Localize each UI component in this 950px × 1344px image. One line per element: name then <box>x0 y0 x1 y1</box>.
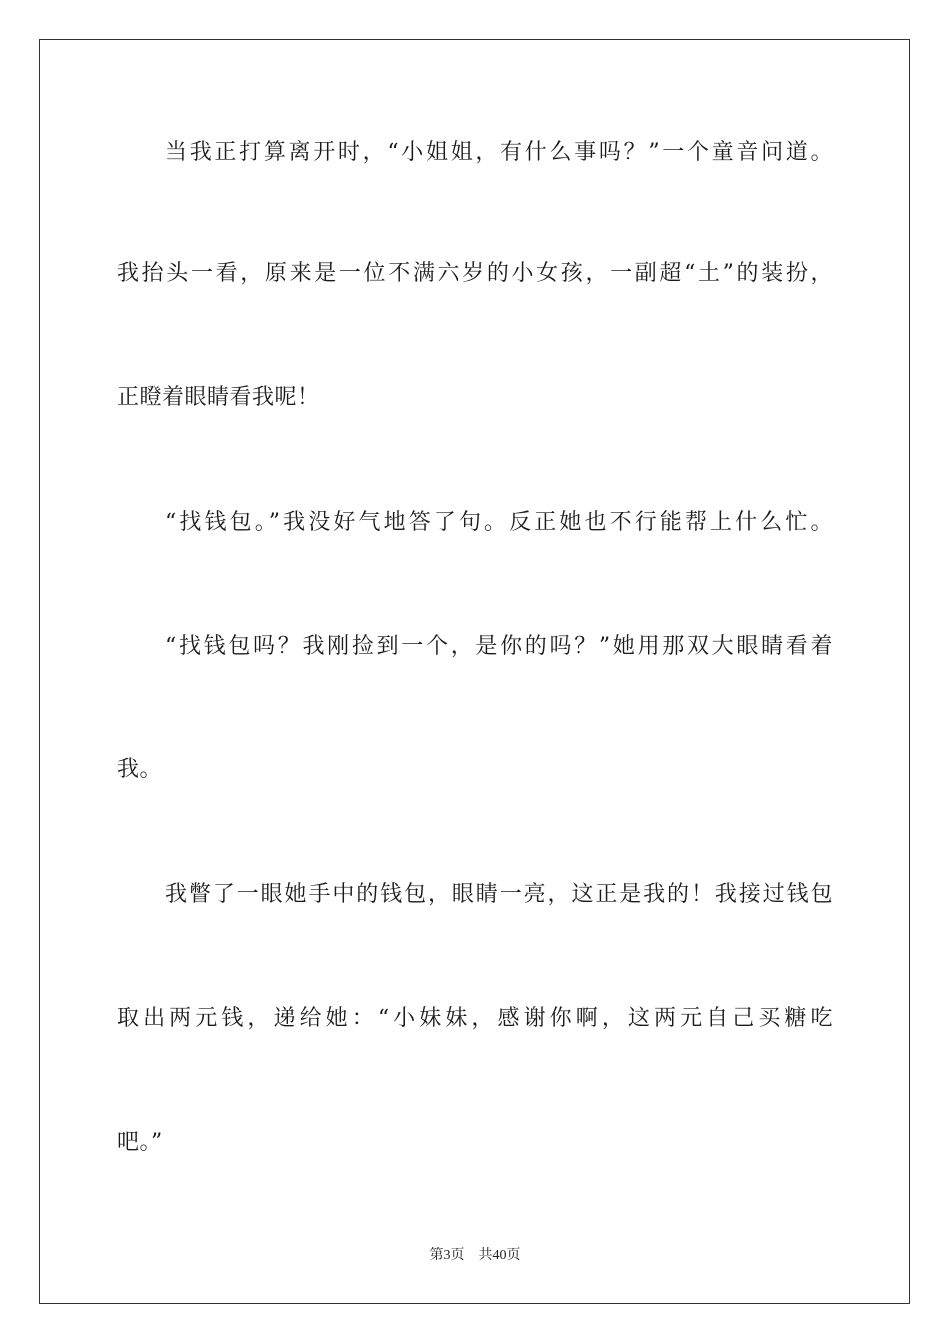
text-line: 吧。” <box>117 1130 163 1155</box>
text-line: 当我正打算离开时，“小姐姐，有什么事吗？”一个童音问道。 <box>165 140 833 165</box>
text-line: 取出两元钱，递给她：“小妹妹，感谢你啊，这两元自己买糖吃 <box>117 1006 833 1031</box>
text-line: 我瞥了一眼她手中的钱包，眼睛一亮，这正是我的！我接过钱包 <box>165 882 833 907</box>
page-number: 第3页 <box>429 1248 465 1263</box>
page-total: 共40页 <box>478 1248 521 1263</box>
text-line: “找钱包吗？我刚捡到一个，是你的吗？”她用那双大眼睛看着 <box>165 634 833 659</box>
text-line: 正瞪着眼睛看我呢！ <box>117 385 320 410</box>
page-border <box>39 39 910 1304</box>
page-footer <box>0 1246 950 1266</box>
text-line: “找钱包。”我没好气地答了句。反正她也不行能帮上什么忙。 <box>165 510 833 535</box>
text-line: 我。 <box>117 757 163 782</box>
text-line: 我抬头一看，原来是一位不满六岁的小女孩，一副超“土”的装扮， <box>117 261 833 286</box>
